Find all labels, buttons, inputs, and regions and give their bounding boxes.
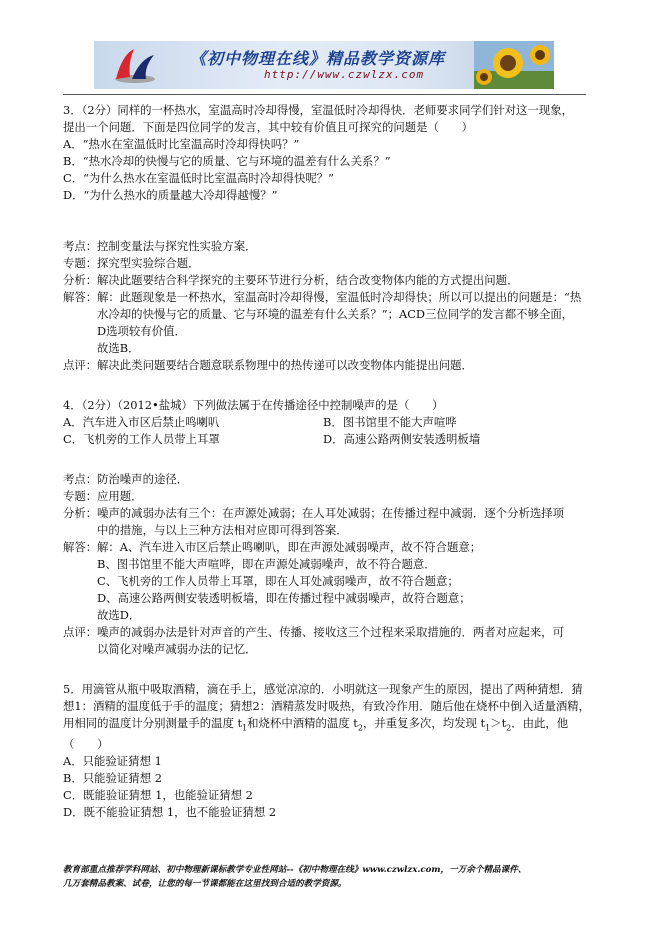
q3-jieda-line3: D选项较有价值． xyxy=(97,324,186,338)
q4-options-row1 xyxy=(63,414,591,431)
q3-option-d: D．“为什么热水的质量越大冷却得越慢？” xyxy=(63,188,278,202)
site-logo xyxy=(112,45,158,85)
header-divider xyxy=(63,94,586,95)
sunflower-image xyxy=(474,41,554,89)
q4-jieda: 解答：解：A、汽车进入市区后禁止鸣喇叭，即在声源处减弱噪声，故不符合题意； xyxy=(63,540,482,554)
q4-jieda-line2: B、图书馆里不能大声喧哗，即在声源处减弱噪声，故不符合题意． xyxy=(97,557,436,571)
q3-dianping: 点评：解决此类问题要结合题意联系物理中的热传递可以改变物体内能提出问题． xyxy=(63,358,473,372)
footer-line2: 几万套精品教案、试卷，让您的每一节课都能在这里找到合适的教学资源。 xyxy=(63,879,347,889)
q4-dianping-line2: 以简化对噪声减弱办法的记忆． xyxy=(97,642,257,656)
q3-option-b: B．“热水冷却的快慢与它的质量、它与环境的温差有什么关系？” xyxy=(63,154,391,168)
q4-stem: 4．（2分）（2012•盐城）下列做法属于在传播途径中控制噪声的是（ ） xyxy=(63,398,444,412)
q4-option-b: B．图书馆里不能大声喧哗 xyxy=(323,415,457,429)
q3-kaodian: 考点：控制变量法与探究性实验方案． xyxy=(63,239,257,253)
q4-jieda-line3: C、飞机旁的工作人员带上耳罩，即在人耳处减弱噪声，故不符合题意； xyxy=(97,574,459,588)
q4-jieda-answer: 故选D． xyxy=(97,608,141,622)
q3-jieda-line2: 水冷却的快慢与它的质量、它与环境的温差有什么关系？”；ACD三位同学的发言都不够全面， xyxy=(97,307,574,321)
q4-options-row2 xyxy=(63,431,591,448)
q4-option-a: A．汽车进入市区后禁止鸣喇叭 xyxy=(63,415,220,429)
q4-dianping: 点评：噪声的减弱办法是针对声音的产生、传播、接收这三个过程来采取措施的．两者对应起来，可 xyxy=(63,625,565,639)
q5-option-b: B．只能验证猜想 2 xyxy=(63,771,162,786)
q5-stem-line3: 用相同的温度计分别测量手的温度 $t_1$和烧杯中酒精的温度 $t_2$，并重复多次，均发现 $t_1>t_2$．由此，他 xyxy=(63,716,569,733)
document-body xyxy=(63,102,591,821)
q3-option-c: C．“为什么热水在室温低时比室温高时冷却得快呢？” xyxy=(63,171,334,185)
q3-option-a: A．“热水在室温低时比室温高时冷却得快吗？” xyxy=(63,137,300,151)
q4-fenxi: 分析：噪声的减弱办法有三个：在声源处减弱；在人耳处减弱；在传播过程中减弱．逐个分析选择项 xyxy=(63,506,565,520)
q4-kaodian: 考点：防治噪声的途径． xyxy=(63,472,189,486)
q5-option-a: A．只能验证猜想 1 xyxy=(63,754,162,769)
q3-jieda-answer: 故选B． xyxy=(97,341,140,355)
footer-line1: 教育部重点推荐学科网站、初中物理新课标教学专业性网站--《初中物理在线》www.czwlzx.com，一万余个精品课件、 xyxy=(63,865,527,875)
q3-zhuanti: 专题：探究型实验综合题． xyxy=(63,256,200,270)
page-footer xyxy=(63,863,603,891)
q3-fenxi: 分析：解决此题要结合科学探究的主要环节进行分析，结合改变物体内能的方式提出问题． xyxy=(63,273,519,287)
banner-title: 《初中物理在线》精品教学资源库 xyxy=(190,49,446,68)
q4-option-d: D．高速公路两侧安装透明板墙 xyxy=(323,432,481,446)
q3-jieda: 解答：解：此题现象是一杯热水，室温高时冷却得慢，室温低时冷却得快；所以可以提出的问题是：“热 xyxy=(63,290,582,304)
banner-url[interactable]: http://www.czwlzx.com xyxy=(264,68,425,81)
header-banner xyxy=(94,41,554,89)
q5-stem-line2: 想1：酒精的温度低于手的温度；猜想2：酒精蒸发时吸热，有致冷作用．随后他在烧杯中倒入适量酒精， xyxy=(63,699,591,713)
q4-jieda-line4: D、高速公路两侧安装透明板墙，即在传播过程中减弱噪声，故符合题意； xyxy=(97,591,471,605)
q4-option-c: C．飞机旁的工作人员带上耳罩 xyxy=(63,432,220,446)
q5-stem-line1: 5．用滴管从瓶中吸取酒精，滴在手上，感觉凉凉的．小明就这一现象产生的原因，提出了两种猜想．猜 xyxy=(63,682,583,696)
q3-stem-line2: 提出一个问题．下面是四位同学的发言，其中较有价值且可探究的问题是（ ） xyxy=(63,120,474,134)
q4-zhuanti: 专题：应用题． xyxy=(63,489,143,503)
q5-stem-line4: （ ） xyxy=(63,737,109,752)
q4-fenxi-line2: 中的措施，与以上三种方法相对应即可得到答案． xyxy=(97,523,348,537)
q3-stem-line1: 3．（2分）同样的一杯热水，室温高时冷却得慢，室温低时冷却得快．老师要求同学们针对这一现象， xyxy=(63,103,573,117)
q5-option-c: C．既能验证猜想 1，也能验证猜想 2 xyxy=(63,788,253,803)
q5-option-d: D．既不能验证猜想 1，也不能验证猜想 2 xyxy=(63,805,277,820)
